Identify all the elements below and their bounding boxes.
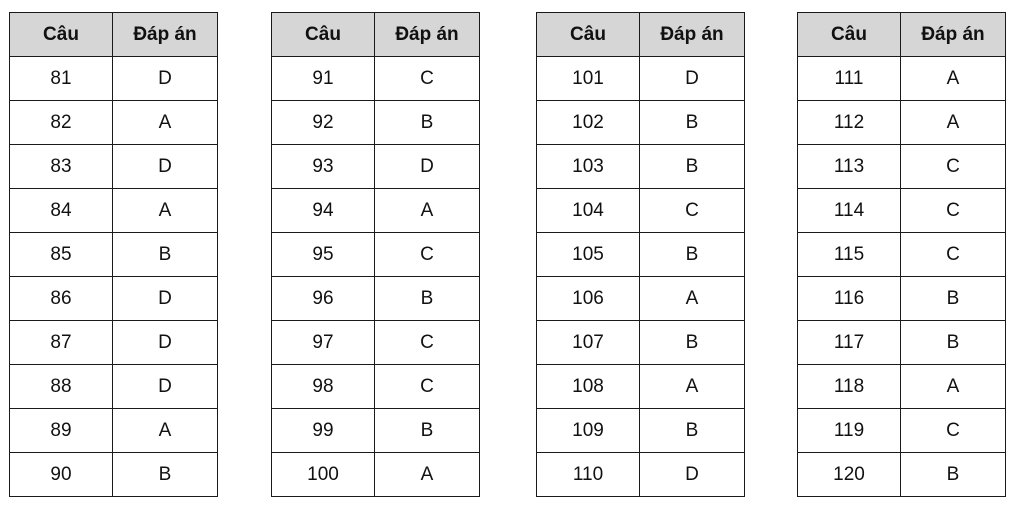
question-number-cell: 97 [272, 321, 375, 365]
table-row [798, 57, 1006, 101]
table-row [10, 57, 218, 101]
answer-cell: A [113, 409, 218, 453]
table-row [272, 409, 480, 453]
answer-cell: B [640, 145, 745, 189]
table-header-row [798, 13, 1006, 57]
question-number-cell: 101 [537, 57, 640, 101]
table-row [272, 57, 480, 101]
answer-cell: D [640, 453, 745, 497]
answer-cell: B [640, 233, 745, 277]
table-row [537, 453, 745, 497]
answer-cell: B [375, 101, 480, 145]
table-row [272, 321, 480, 365]
answer-column-header: Đáp án [375, 13, 480, 57]
question-column-header: Câu [798, 13, 901, 57]
question-number-cell: 93 [272, 145, 375, 189]
answer-table-1 [9, 12, 218, 497]
table-row [537, 409, 745, 453]
answer-cell: B [901, 453, 1006, 497]
question-number-cell: 113 [798, 145, 901, 189]
table-row [798, 189, 1006, 233]
answer-cell: C [375, 321, 480, 365]
question-number-cell: 112 [798, 101, 901, 145]
question-number-cell: 84 [10, 189, 113, 233]
answer-cell: D [113, 145, 218, 189]
question-number-cell: 116 [798, 277, 901, 321]
answer-cell: C [901, 189, 1006, 233]
table-row [10, 321, 218, 365]
table-header-row [537, 13, 745, 57]
question-number-cell: 99 [272, 409, 375, 453]
table-row [798, 321, 1006, 365]
answer-cell: B [901, 321, 1006, 365]
table-row [272, 189, 480, 233]
table-row [272, 365, 480, 409]
question-number-cell: 89 [10, 409, 113, 453]
answer-cell: A [375, 189, 480, 233]
table-row [537, 365, 745, 409]
answer-table-4 [797, 12, 1006, 497]
answer-cell: B [640, 409, 745, 453]
question-number-cell: 118 [798, 365, 901, 409]
table-row [537, 277, 745, 321]
answer-cell: D [113, 365, 218, 409]
question-number-cell: 108 [537, 365, 640, 409]
table-row [798, 409, 1006, 453]
answer-column-header: Đáp án [113, 13, 218, 57]
question-number-cell: 87 [10, 321, 113, 365]
table-row [537, 101, 745, 145]
answer-cell: C [375, 365, 480, 409]
question-number-cell: 85 [10, 233, 113, 277]
answer-cell: B [375, 409, 480, 453]
table-row [10, 233, 218, 277]
question-number-cell: 110 [537, 453, 640, 497]
question-number-cell: 104 [537, 189, 640, 233]
table-row [798, 277, 1006, 321]
question-number-cell: 111 [798, 57, 901, 101]
table-row [798, 233, 1006, 277]
question-column-header: Câu [537, 13, 640, 57]
question-number-cell: 96 [272, 277, 375, 321]
table-row [272, 277, 480, 321]
answer-cell: C [375, 233, 480, 277]
table-row [10, 453, 218, 497]
table-row [10, 409, 218, 453]
question-number-cell: 115 [798, 233, 901, 277]
question-number-cell: 100 [272, 453, 375, 497]
question-number-cell: 119 [798, 409, 901, 453]
question-number-cell: 117 [798, 321, 901, 365]
answer-cell: B [113, 453, 218, 497]
table-row [537, 233, 745, 277]
question-number-cell: 81 [10, 57, 113, 101]
answer-cell: A [640, 277, 745, 321]
table-row [798, 101, 1006, 145]
table-row [272, 145, 480, 189]
answer-cell: D [113, 321, 218, 365]
question-column-header: Câu [10, 13, 113, 57]
answer-cell: B [640, 321, 745, 365]
answer-cell: D [113, 57, 218, 101]
question-number-cell: 98 [272, 365, 375, 409]
question-column-header: Câu [272, 13, 375, 57]
question-number-cell: 105 [537, 233, 640, 277]
question-number-cell: 83 [10, 145, 113, 189]
question-number-cell: 109 [537, 409, 640, 453]
table-header-row [10, 13, 218, 57]
answer-table-2 [271, 12, 480, 497]
question-number-cell: 102 [537, 101, 640, 145]
table-row [537, 189, 745, 233]
answer-cell: A [113, 189, 218, 233]
table-row [537, 145, 745, 189]
answer-column-header: Đáp án [640, 13, 745, 57]
answer-cell: A [375, 453, 480, 497]
answer-cell: C [901, 409, 1006, 453]
question-number-cell: 91 [272, 57, 375, 101]
table-row [10, 277, 218, 321]
answer-cell: C [901, 145, 1006, 189]
answer-cell: B [113, 233, 218, 277]
question-number-cell: 82 [10, 101, 113, 145]
answer-cell: D [113, 277, 218, 321]
table-row [10, 365, 218, 409]
question-number-cell: 86 [10, 277, 113, 321]
table-row [272, 101, 480, 145]
table-row [798, 145, 1006, 189]
table-row [537, 321, 745, 365]
answer-cell: C [901, 233, 1006, 277]
answer-cell: A [113, 101, 218, 145]
question-number-cell: 103 [537, 145, 640, 189]
question-number-cell: 88 [10, 365, 113, 409]
table-row [798, 365, 1006, 409]
question-number-cell: 90 [10, 453, 113, 497]
answer-cell: A [901, 57, 1006, 101]
table-row [10, 145, 218, 189]
question-number-cell: 95 [272, 233, 375, 277]
table-row [10, 101, 218, 145]
answer-cell: B [901, 277, 1006, 321]
answer-cell: C [640, 189, 745, 233]
table-row [798, 453, 1006, 497]
answer-cell: A [901, 365, 1006, 409]
question-number-cell: 114 [798, 189, 901, 233]
question-number-cell: 92 [272, 101, 375, 145]
answer-cell: A [640, 365, 745, 409]
question-number-cell: 107 [537, 321, 640, 365]
answer-column-header: Đáp án [901, 13, 1006, 57]
answer-cell: C [375, 57, 480, 101]
answer-cell: A [901, 101, 1006, 145]
answer-cell: B [375, 277, 480, 321]
question-number-cell: 106 [537, 277, 640, 321]
answer-cell: D [640, 57, 745, 101]
answer-table-3 [536, 12, 745, 497]
question-number-cell: 94 [272, 189, 375, 233]
table-row [272, 453, 480, 497]
question-number-cell: 120 [798, 453, 901, 497]
answer-cell: D [375, 145, 480, 189]
table-row [272, 233, 480, 277]
table-header-row [272, 13, 480, 57]
table-row [537, 57, 745, 101]
answer-cell: B [640, 101, 745, 145]
table-row [10, 189, 218, 233]
